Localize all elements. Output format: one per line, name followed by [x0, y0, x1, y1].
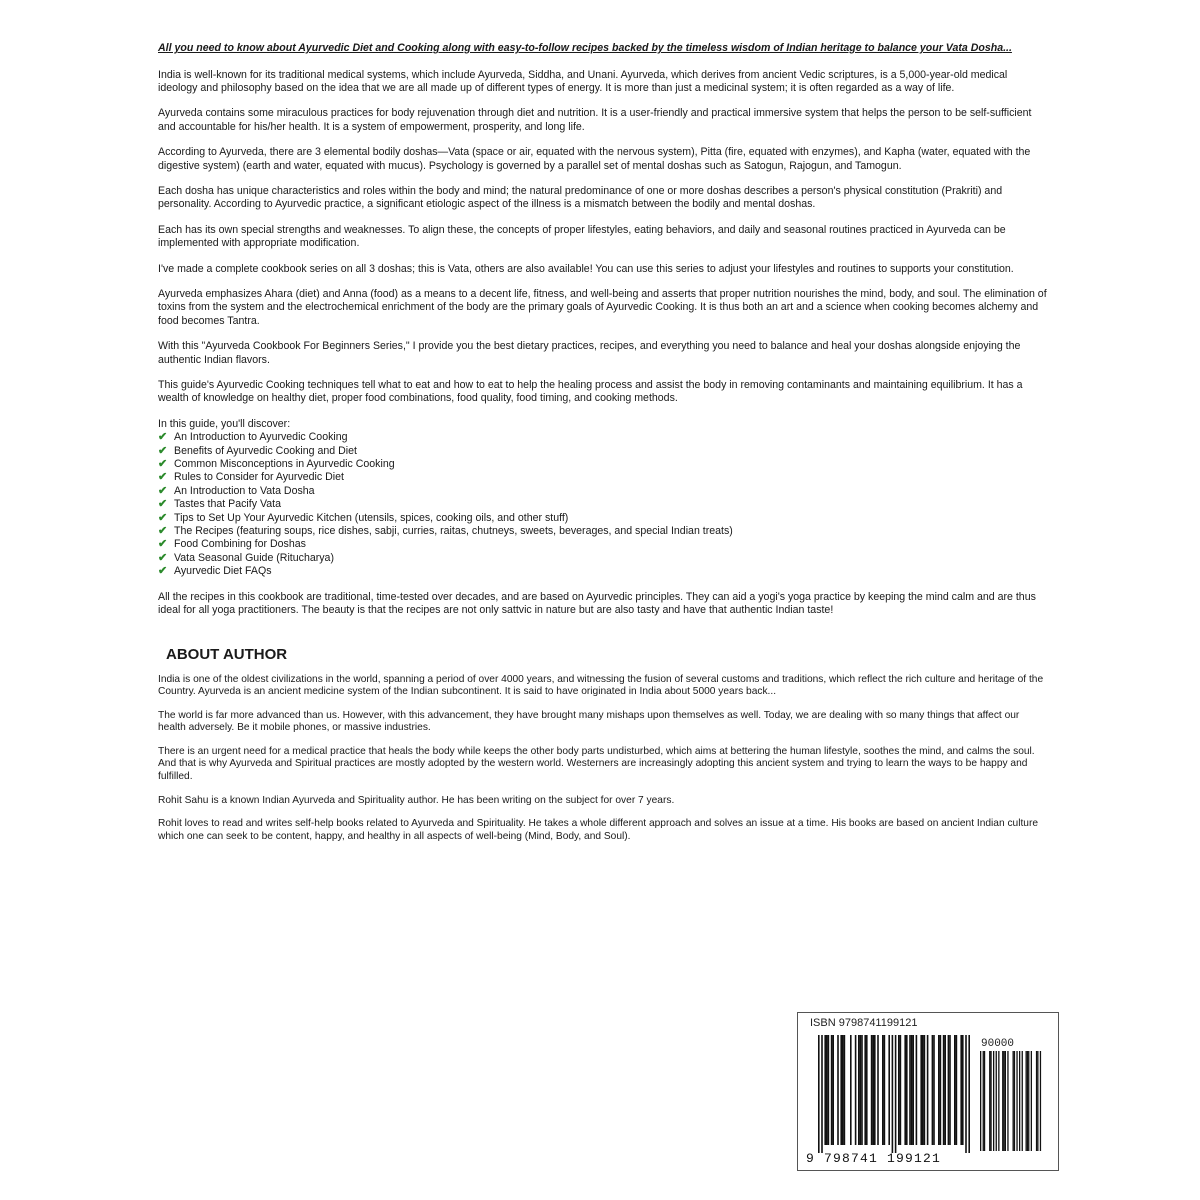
barcode-bar: [828, 1035, 830, 1145]
barcode-bar: [895, 1035, 897, 1153]
description-paragraphs: [158, 69, 1048, 406]
list-item: [158, 538, 1048, 551]
barcode-bar: [949, 1035, 951, 1145]
addon-bar: [983, 1051, 984, 1151]
barcode-bar: [944, 1035, 946, 1145]
barcode-bar: [877, 1035, 879, 1145]
barcode-bar: [956, 1035, 958, 1145]
discover-list: [158, 431, 1048, 578]
list-item-label: Rules to Consider for Ayurvedic Diet: [174, 471, 344, 484]
tagline: All you need to know about Ayurvedic Diet and Cooking along with easy-to-follow recipes backed by the timeless wisdom of Indian heritage to balance your Vata Dosha...: [158, 42, 1012, 54]
checkmark-icon: ✔: [158, 484, 168, 497]
addon-bar: [1002, 1051, 1003, 1151]
barcode-bar: [968, 1035, 970, 1153]
addon-bar: [1040, 1051, 1041, 1151]
checkmark-icon: ✔: [158, 431, 168, 444]
isbn-barcode: [797, 1012, 1059, 1171]
barcode-bar: [866, 1035, 868, 1145]
barcode-bar: [911, 1035, 913, 1145]
list-item-label: The Recipes (featuring soups, rice dishes, sabji, curries, raitas, chutneys, sweets, beverages, and special Indian treats): [174, 525, 733, 538]
addon-bar: [984, 1051, 985, 1151]
barcode-bar: [821, 1035, 823, 1153]
about-paragraph: There is an urgent need for a medical practice that heals the body while keeps the other body parts undisturbed, which aims at bettering the human lifestyle, soothes the mind, and calms the soul. And that is why Ayurveda and Spiritual practices are mostly adopted by the western world. Westerners are increasingly adopting this ancient system and trying to learn the ways to be happy and fulfilled.: [158, 745, 1035, 783]
list-item-label: Tastes that Pacify Vata: [174, 498, 281, 511]
barcode-bar: [940, 1035, 942, 1145]
barcode-bar: [882, 1035, 884, 1145]
checkmark-icon: ✔: [158, 444, 168, 457]
book-back-cover-text: [158, 42, 1048, 854]
barcode-bar: [948, 1035, 950, 1145]
checkmark-icon: ✔: [158, 471, 168, 484]
barcode-bar: [874, 1035, 876, 1145]
list-item: [158, 431, 1048, 444]
barcode-bar: [888, 1035, 890, 1145]
barcode-bar: [864, 1035, 866, 1145]
addon-bar: [1019, 1051, 1020, 1151]
addon-bar: [1037, 1051, 1038, 1151]
description-paragraph: Ayurveda emphasizes Ahara (diet) and Anna (food) as a means to a decent life, fitness, and well-being and asserts that proper nutrition nourishes the mind, body, and soul. The elimination of toxins from the system and the electrochemical enrichment of the body are the primary goals of Ayurvedic Cooking. It is thus both an art and a science when cooking becomes alchemy and food becomes Tantra.: [158, 287, 1047, 327]
list-item: [158, 471, 1048, 484]
barcode-bar: [916, 1035, 918, 1145]
addon-bar: [1026, 1051, 1027, 1151]
description-paragraph: Ayurveda contains some miraculous practices for body rejuvenation through diet and nutrition. It is a user-friendly and practical immersive system that helps the person to be self-sufficient and accountable for his/her health. It is a system of empowerment, prosperity, and long life.: [158, 107, 1032, 133]
barcode-bar: [960, 1035, 962, 1145]
addon-bar: [980, 1051, 981, 1151]
description-paragraph: According to Ayurveda, there are 3 elemental bodily doshas—Vata (space or air, equated with the nervous system), Pitta (fire, equated with enzymes), and Kapha (water, equated with the digestive system) (earth and water, equated with mucus). Psychology is governed by a parallel set of mental doshas such as Satogun, Rajogun, and Tamogun.: [158, 146, 1031, 172]
barcode-bar: [884, 1035, 886, 1145]
addon-bar: [1016, 1051, 1017, 1151]
description-paragraph: With this "Ayurveda Cookbook For Beginners Series," I provide you the best dietary practices, recipes, and everything you need to balance and heal your doshas alongside enjoying the authentic Indian flavors.: [158, 340, 1021, 366]
barcode-bar: [850, 1035, 852, 1145]
list-item-label: Food Combining for Doshas: [174, 538, 306, 551]
checkmark-icon: ✔: [158, 551, 168, 564]
barcode-bar: [871, 1035, 873, 1145]
barcode-bar: [912, 1035, 914, 1145]
about-paragraph: Rohit loves to read and writes self-help books related to Ayurveda and Spirituality. He takes a whole different approach and solves an issue at a time. His books are based on ancient Indian culture which one can seek to be content, happy, and healthy in all aspects of well-being (Mind, Body, and Soul).: [158, 818, 1039, 842]
barcode-bar: [860, 1035, 862, 1145]
about-author-heading: ABOUT AUTHOR: [166, 645, 288, 663]
barcode-bar: [840, 1035, 842, 1145]
checkmark-icon: ✔: [158, 565, 168, 578]
addon-bar: [1028, 1051, 1029, 1151]
barcode-bar: [855, 1035, 857, 1145]
barcode-bar: [898, 1035, 900, 1145]
addon-bar: [1022, 1051, 1023, 1151]
isbn-label: ISBN 9798741199121: [810, 1017, 918, 1029]
about-paragraph: Rohit Sahu is a known Indian Ayurveda and Spirituality author. He has been writing on the subject for over 7 years.: [158, 794, 675, 806]
addon-bar: [1007, 1051, 1008, 1151]
barcode-bar: [962, 1035, 964, 1145]
barcode-bar: [906, 1035, 908, 1145]
about-author-section: [158, 674, 1048, 844]
barcode-bar: [954, 1035, 956, 1145]
barcode-bar: [844, 1035, 846, 1145]
checkmark-icon: ✔: [158, 458, 168, 471]
ean-digits: 9 798741 199121: [806, 1151, 942, 1166]
barcode-bar: [837, 1035, 839, 1145]
barcode-bar: [909, 1035, 911, 1145]
addon-bar: [990, 1051, 991, 1151]
addon-bar: [1027, 1051, 1028, 1151]
list-item-label: Vata Seasonal Guide (Ritucharya): [174, 551, 334, 564]
checkmark-icon: ✔: [158, 525, 168, 538]
barcode-bar: [900, 1035, 902, 1145]
barcode-bar: [943, 1035, 945, 1145]
barcode-bar: [826, 1035, 828, 1145]
addon-bar: [1014, 1051, 1015, 1151]
checkmark-icon: ✔: [158, 511, 168, 524]
checkmark-icon: ✔: [158, 498, 168, 511]
about-paragraph: India is one of the oldest civilizations in the world, spanning a period of over 4000 years, and witnessing the fusion of several customs and traditions, which reflect the rich culture and heritage of the Country. Ayurveda is an ancient medicine system of the Indian subcontinent. It is said to have originated in India about 5000 years back...: [158, 673, 1044, 698]
barcode-bar: [924, 1035, 926, 1145]
list-item-label: Ayurvedic Diet FAQs: [174, 565, 272, 578]
barcode-bar: [965, 1035, 967, 1153]
barcode-bar: [831, 1035, 833, 1145]
barcode-bar: [892, 1035, 894, 1153]
barcode-bar: [933, 1035, 935, 1145]
barcode-bar: [932, 1035, 934, 1145]
description-paragraph: India is well-known for its traditional medical systems, which include Ayurveda, Siddha, and Unani. Ayurveda, which derives from ancient Vedic scriptures, is a 5,000-year-old medical ideology and philosophy based on the idea that we are all made up of different types of energy. It is more than just a medicinal system; it is often regarded as a way of life.: [158, 68, 1008, 94]
list-item: [158, 498, 1048, 511]
barcode-bar: [818, 1035, 820, 1153]
barcode-bar: [832, 1035, 834, 1145]
list-item: [158, 485, 1048, 498]
barcode-bar: [842, 1035, 844, 1145]
addon-bar: [1036, 1051, 1037, 1151]
list-item-label: An Introduction to Vata Dosha: [174, 484, 315, 497]
description-paragraph: Each has its own special strengths and weaknesses. To align these, the concepts of proper lifestyles, eating behaviors, and daily and seasonal routines practiced in Ayurveda can be implemented with appropriate modification.: [158, 223, 1006, 250]
barcode-bars: [798, 1013, 1058, 1170]
list-intro: In this guide, you'll discover:: [158, 417, 291, 430]
description-paragraph: I've made a complete cookbook series on all 3 doshas; this is Vata, others are also available! You can use this series to adjust your lifestyles and routines to supports your constitution.: [158, 262, 1014, 275]
barcode-bar: [922, 1035, 924, 1145]
description-paragraph: This guide's Ayurvedic Cooking techniques tell what to eat and how to eat to help the healing process and assist the body in removing contaminants and maintaining equilibrium. It has a wealth of knowledge on healthy diet, proper food combinations, food quality, food timing, and cooking methods.: [158, 379, 1023, 405]
addon-bar: [989, 1051, 990, 1151]
description-paragraph: Each dosha has unique characteristics and roles within the body and mind; the natural predominance of one or more doshas describes a person's physical constitution (Prakriti) and personality. According to Ayurvedic practice, a significant etiologic aspect of the illness is a mismatch between the bodily and mental doshas.: [158, 184, 1003, 211]
list-item-label: Common Misconceptions in Ayurvedic Cooking: [174, 458, 395, 471]
addon-bar: [1003, 1051, 1004, 1151]
list-item: [158, 458, 1048, 471]
barcode-bar: [904, 1035, 906, 1145]
barcode-bar: [861, 1035, 863, 1145]
list-item-label: Tips to Set Up Your Ayurvedic Kitchen (utensils, spices, cooking oils, and other stuff): [174, 511, 569, 524]
barcode-bar: [927, 1035, 929, 1145]
addon-bar: [1031, 1051, 1032, 1151]
barcode-bar: [858, 1035, 860, 1145]
checkmark-icon: ✔: [158, 538, 168, 551]
list-item: [158, 552, 1048, 565]
addon-bar: [996, 1051, 997, 1151]
addon-bar: [998, 1051, 999, 1151]
list-item-label: Benefits of Ayurvedic Cooking and Diet: [174, 444, 357, 457]
barcode-bar: [872, 1035, 874, 1145]
list-item: [158, 445, 1048, 458]
barcode-bar: [938, 1035, 940, 1145]
list-item: [158, 525, 1048, 538]
barcode-bar: [920, 1035, 922, 1145]
list-item: [158, 565, 1048, 578]
addon-bar: [993, 1051, 994, 1151]
about-paragraph: The world is far more advanced than us. However, with this advancement, they have brought many mishaps upon themselves as well. Today, we are dealing with so many things that affect our health adversely. Be it mobile phones, or massive industries.: [158, 709, 1020, 734]
barcode-bar: [824, 1035, 826, 1145]
price-code: 90000: [981, 1038, 1015, 1050]
closing-paragraph: All the recipes in this cookbook are traditional, time-tested over decades, and are based on Ayurvedic principles. They can aid a yogi's yoga practice by keeping the mind calm and are thus ideal for all yoga practitioners. The beauty is that the recipes are not only sattvic in nature but are also tasty and have that authentic Indian taste!: [158, 590, 1036, 617]
addon-bar: [1013, 1051, 1014, 1151]
list-item-label: An Introduction to Ayurvedic Cooking: [174, 431, 348, 444]
list-item: [158, 512, 1048, 525]
addon-bar: [1005, 1051, 1006, 1151]
